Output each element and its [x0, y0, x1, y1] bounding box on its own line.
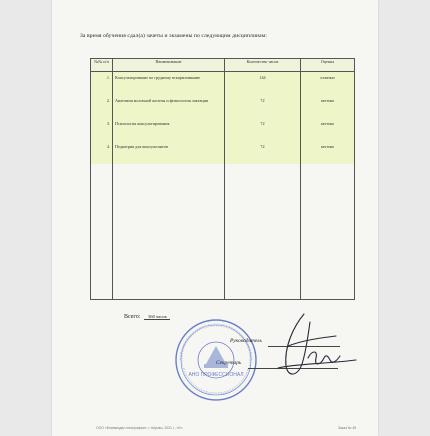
- row-hours: 72: [225, 118, 301, 141]
- handwritten-signature-icon: [264, 306, 364, 390]
- row-hours: 144: [225, 72, 301, 96]
- stamp-text: АНО ПРОФЕССИОНАЛ: [188, 372, 244, 378]
- empty-cell: [91, 164, 113, 300]
- header-name: Наименование: [113, 59, 225, 72]
- row-grade: отлично: [301, 72, 355, 96]
- header-grade: Оценка: [301, 59, 355, 72]
- footer-printer-info: ООО «Бланкиздат-типография», г. Кирово, 2021 г., «Б».: [96, 426, 184, 430]
- footer-order-number: Заказ № 45: [338, 426, 357, 430]
- row-hours: 72: [225, 141, 301, 164]
- total-line: [124, 314, 170, 320]
- table-row: [91, 141, 355, 164]
- row-name: Анатомия молочной железы и физиология лактации: [113, 95, 225, 118]
- row-num: 1.: [91, 72, 113, 96]
- empty-cell: [113, 164, 225, 300]
- total-label: Всего:: [124, 314, 141, 320]
- row-name: Консультирование по грудному вскармливанию: [113, 72, 225, 96]
- row-num: 3.: [91, 118, 113, 141]
- table-header-row: [91, 59, 355, 72]
- row-name: Психология консультирования: [113, 118, 225, 141]
- row-num: 4.: [91, 141, 113, 164]
- disciplines-table: [90, 58, 355, 300]
- row-grade: зачтено: [301, 95, 355, 118]
- table-row: [91, 72, 355, 96]
- table-row: [91, 95, 355, 118]
- table-row: [91, 118, 355, 141]
- secretary-label: Секретарь: [216, 360, 242, 366]
- empty-cell: [301, 164, 355, 300]
- header-hours: Количество часов: [225, 59, 301, 72]
- table-empty-row: [91, 164, 355, 300]
- row-hours: 72: [225, 95, 301, 118]
- empty-cell: [225, 164, 301, 300]
- header-num: №№ п/п: [91, 59, 113, 72]
- total-value: 360 часов: [144, 314, 170, 320]
- intro-text: За время обучения сдал(а) зачеты и экзамены по следующим дисциплинам:: [80, 33, 268, 39]
- row-grade: зачтено: [301, 141, 355, 164]
- row-num: 2.: [91, 95, 113, 118]
- row-grade: зачтено: [301, 118, 355, 141]
- row-name: Педиатрия для консультантов: [113, 141, 225, 164]
- director-label: Руководитель: [230, 338, 262, 344]
